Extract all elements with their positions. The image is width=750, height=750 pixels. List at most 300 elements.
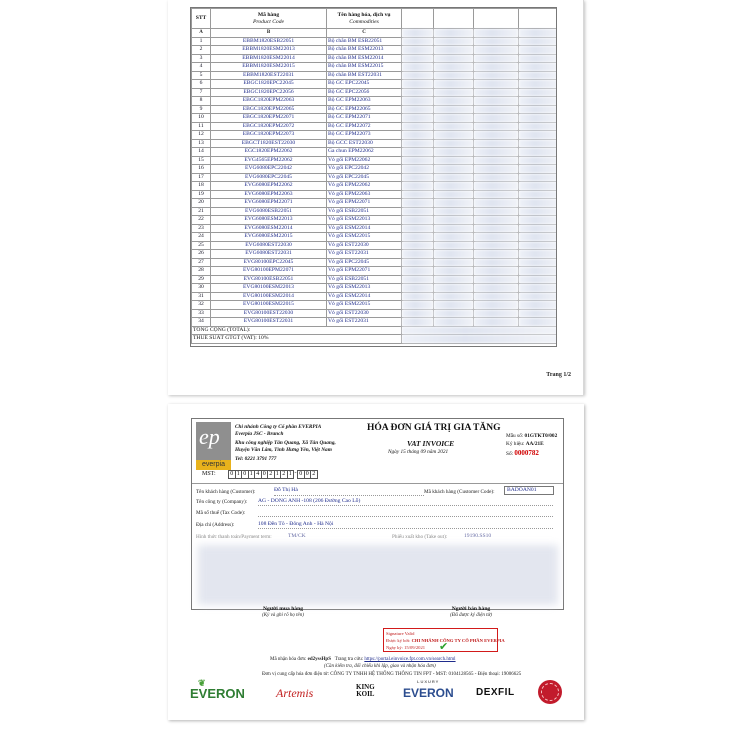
blurred-cell [474, 148, 519, 157]
row-name: Ga chun EPM22062 [327, 148, 402, 157]
blurred-cell [434, 29, 474, 38]
blurred-cell [519, 46, 558, 55]
row-name: Bộ GC EPM22072 [327, 122, 402, 131]
blurred-header [519, 9, 558, 29]
artemis-logo: Artemis [276, 686, 314, 700]
blurred-cell [474, 267, 519, 276]
blurred-cell [402, 80, 434, 89]
row-code: EVG6080EPC22045 [211, 173, 327, 182]
blurred-cell [519, 258, 558, 267]
blurred-cell [402, 63, 434, 72]
mst-digit: 1 [274, 470, 282, 479]
stt-header: STT [192, 9, 211, 29]
logo-mark: ep [199, 424, 220, 449]
mst-digit: 1 [235, 470, 243, 479]
invoice-page-1 [168, 0, 584, 395]
row-name: Vỏ gối ESB22051 [327, 275, 402, 284]
blurred-cell [402, 284, 434, 293]
blurred-cell [434, 318, 474, 327]
blurred-cell [402, 309, 434, 318]
blurred-cell [519, 182, 558, 191]
blurred-cell [519, 122, 558, 131]
mst-digit: 0 [241, 470, 249, 479]
row-stt: 17 [192, 173, 211, 182]
blurred-cell [402, 148, 434, 157]
row-code: EVG80100EST22030 [211, 309, 327, 318]
blurred-header [474, 9, 519, 29]
row-code: EBGC1820EPC22045 [211, 80, 327, 89]
blurred-cell [434, 105, 474, 114]
blurred-cell [519, 275, 558, 284]
seal-ring [541, 683, 559, 701]
row-code: EVG6080EPM22071 [211, 199, 327, 208]
row-stt: 11 [192, 122, 211, 131]
customer-label: Tên khách hàng (Customer): [196, 489, 256, 495]
blurred-cell [402, 207, 434, 216]
customer-code-label: Mã khách hàng (Customer Code): [424, 489, 495, 495]
blurred-cell [519, 156, 558, 165]
row-code: EVG80100ESB22051 [211, 275, 327, 284]
seal-logo [538, 680, 562, 704]
blurred-cell [474, 182, 519, 191]
name-header-vn: Tên hàng hóa, dịch vụ [337, 12, 391, 18]
row-code: EVG80100EST22031 [211, 318, 327, 327]
seller-phone: Tel: 0221 3791 777 [235, 456, 277, 462]
table-row [192, 224, 558, 233]
number-label: Số: [506, 451, 515, 457]
row-name: Vỏ gối EPM22062 [327, 182, 402, 191]
code-header-vn: Mã hàng [257, 12, 280, 18]
blurred-cell [519, 207, 558, 216]
blurred-cell [434, 182, 474, 191]
row-code: EBGC1820EPM22071 [211, 114, 327, 123]
row-name: Vỏ gối EST22031 [327, 250, 402, 259]
blurred-cell [434, 148, 474, 157]
blurred-cell [402, 233, 434, 242]
everpia-logo [196, 422, 231, 460]
vat-row [192, 335, 558, 344]
table-row [192, 97, 558, 106]
mst-digit: 2 [310, 470, 318, 479]
blurred-cell [519, 29, 558, 38]
blurred-cell [474, 233, 519, 242]
mst-boxes [228, 470, 317, 479]
buyer-sign-sub: (Ký và ghi rõ họ tên) [262, 613, 304, 618]
blurred-cell [519, 216, 558, 225]
blurred-cell [402, 267, 434, 276]
table-row [192, 182, 558, 191]
dotted-line [258, 528, 553, 529]
blurred-cell [434, 267, 474, 276]
blurred-cell [519, 190, 558, 199]
blurred-cell [474, 97, 519, 106]
blurred-cell [402, 318, 434, 327]
table-row [192, 71, 558, 80]
blurred-cell [519, 250, 558, 259]
table-row [192, 275, 558, 284]
table-row [192, 114, 558, 123]
product-rows [192, 37, 558, 326]
row-code: EBGC1820EPM22073 [211, 131, 327, 140]
symbol-value: AA/21E [525, 441, 544, 447]
row-name: Bộ chăn BM EST22031 [327, 71, 402, 80]
blurred-cell [434, 199, 474, 208]
lookup-note: (Cần kiểm tra, đối chiếu khi lập, giao và nhận hóa đơn) [324, 664, 436, 669]
blurred-cell [434, 97, 474, 106]
takeout-value: 19190.SS10 [464, 533, 492, 539]
row-name: Vỏ gối EST22030 [327, 241, 402, 250]
table-row [192, 105, 558, 114]
blurred-cell [519, 318, 558, 327]
total-label: TỔNG CỘNG (TOTAL): [192, 326, 402, 335]
row-name: Vỏ gối ESM22014 [327, 292, 402, 301]
row-name: Bộ GC EPC22056 [327, 88, 402, 97]
blurred-cell [519, 105, 558, 114]
blurred-cell [434, 309, 474, 318]
takeout-label: Phiếu xuất kho (Take out): [392, 534, 448, 540]
lookup-code-label: Mã nhận hóa đơn: [270, 657, 308, 662]
row-name: Bộ GCC EST22030 [327, 139, 402, 148]
blurred-cell [519, 71, 558, 80]
row-stt: 2 [192, 46, 211, 55]
blurred-cell [519, 97, 558, 106]
blurred-cell [434, 131, 474, 140]
blurred-cell [434, 207, 474, 216]
table-row [192, 139, 558, 148]
invoice-page-2 [168, 404, 584, 720]
number-value: 0000782 [514, 449, 539, 457]
blurred-cell [402, 258, 434, 267]
provider-line: Đơn vị cung cấp hóa đơn điện tử: CÔNG TY TNHH HỆ THỐNG THÔNG TIN FPT - MST: 0104128565 - Điện thoại: 19006625 [262, 672, 522, 677]
blurred-cell [474, 37, 519, 46]
symbol [506, 441, 544, 447]
blurred-cell [434, 63, 474, 72]
blurred-cell [519, 224, 558, 233]
blurred-cell [474, 224, 519, 233]
blurred-cell [402, 46, 434, 55]
blurred-cell [474, 216, 519, 225]
total-row [192, 326, 558, 335]
digital-signature [383, 628, 505, 653]
blurred-cell [434, 71, 474, 80]
table-row [192, 46, 558, 55]
dotted-line [258, 516, 553, 517]
blurred-cell [402, 241, 434, 250]
blurred-cell [474, 54, 519, 63]
invoice-title: HÓA ĐƠN GIÁ TRỊ GIA TĂNG [367, 423, 501, 433]
row-stt: 31 [192, 292, 211, 301]
row-code: EBBM1820ESB22051 [211, 37, 327, 46]
blurred-cell [434, 122, 474, 131]
row-stt: 22 [192, 216, 211, 225]
blurred-cell [474, 139, 519, 148]
blurred-cell [474, 122, 519, 131]
blurred-cell [434, 224, 474, 233]
row-stt: 33 [192, 309, 211, 318]
row-stt: 1 [192, 37, 211, 46]
row-code: EVG6080ESM22014 [211, 224, 327, 233]
tax-code-label: Mã số thuế (Tax Code): [196, 510, 246, 516]
row-code: EVG4565EPM22062 [211, 156, 327, 165]
row-name: Vỏ gối EPM22071 [327, 199, 402, 208]
table-row [192, 156, 558, 165]
blurred-cell [519, 309, 558, 318]
check-icon: ✔ [439, 641, 449, 653]
table-row [192, 88, 558, 97]
table-row [192, 233, 558, 242]
blurred-cell [519, 37, 558, 46]
row-name: Bộ GC EPM22071 [327, 114, 402, 123]
row-stt: 5 [192, 71, 211, 80]
dexfil-logo: DEXFIL [476, 687, 515, 698]
row-name: Bộ chăn BM ESB22051 [327, 37, 402, 46]
table-row [192, 173, 558, 182]
seller-name-en: Everpia JSC - Branch [235, 431, 284, 437]
blurred-cell [474, 250, 519, 259]
row-name: Bộ chăn BM ESM22014 [327, 54, 402, 63]
blurred-cell [402, 224, 434, 233]
mst-digit: 2 [280, 470, 288, 479]
mst-digit: - [294, 470, 297, 476]
blurred-cell [402, 173, 434, 182]
blurred-cell [474, 173, 519, 182]
blurred-cell [474, 275, 519, 284]
page-number: Trang 1/2 [546, 372, 571, 378]
row-stt: 9 [192, 105, 211, 114]
row-stt: 25 [192, 241, 211, 250]
blurred-cell [402, 165, 434, 174]
table-row [192, 80, 558, 89]
luxury-text: LUXURY [417, 679, 440, 684]
blurred-cell [434, 139, 474, 148]
row-stt: 34 [192, 318, 211, 327]
mst-digit: 0 [261, 470, 269, 479]
table-row [192, 54, 558, 63]
blurred-cell [434, 190, 474, 199]
blurred-cell [434, 284, 474, 293]
form-number [506, 433, 557, 439]
table-row [192, 216, 558, 225]
blurred-cell [519, 80, 558, 89]
blurred-cell [434, 54, 474, 63]
blurred-cell [519, 88, 558, 97]
row-name: Bộ chăn BM ESM22013 [327, 46, 402, 55]
table-row [192, 309, 558, 318]
product-table [190, 7, 557, 347]
row-name: Bộ GC EPC22045 [327, 80, 402, 89]
blurred-cell [402, 292, 434, 301]
leaf-icon: ❦ [198, 678, 206, 688]
blurred-cell [434, 250, 474, 259]
king-text: KING [356, 683, 375, 691]
table-row [192, 37, 558, 46]
blurred-cell [434, 275, 474, 284]
row-stt: 21 [192, 207, 211, 216]
table-row [192, 301, 558, 310]
table-row [192, 318, 558, 327]
blurred-cell [434, 88, 474, 97]
row-name: Bộ GC EPM22073 [327, 131, 402, 140]
row-code: EBGC1820EPC22056 [211, 88, 327, 97]
row-stt: 19 [192, 190, 211, 199]
row-stt: 24 [192, 233, 211, 242]
mst-digit: 1 [248, 470, 256, 479]
blurred-cell [474, 207, 519, 216]
blurred-item-table [198, 545, 558, 605]
table-row [192, 165, 558, 174]
table-row [192, 122, 558, 131]
seller-sign-label: Người bán hàng [451, 606, 491, 612]
blurred-cell [474, 292, 519, 301]
table-row [192, 207, 558, 216]
seller-address-2: Huyện Văn Lâm, Tỉnh Hưng Yên, Việt Nam [235, 447, 332, 453]
col-letter-a: A [192, 29, 211, 38]
blurred-cell [519, 131, 558, 140]
row-stt: 23 [192, 224, 211, 233]
row-stt: 18 [192, 182, 211, 191]
code-header [211, 9, 327, 29]
form-label: Mẫu số: [506, 433, 525, 439]
signed-by-value: CHI NHÁNH CÔNG TY CỔ PHẦN EVERPIA [411, 638, 505, 643]
row-code: EVG6080EST22031 [211, 250, 327, 259]
table-row [192, 292, 558, 301]
row-stt: 3 [192, 54, 211, 63]
row-code: EVG6080ESM22015 [211, 233, 327, 242]
row-code: EVG80100ESM22015 [211, 301, 327, 310]
everon-luxury-logo [403, 679, 454, 700]
blurred-cell [434, 80, 474, 89]
row-code: EBBM1820ESM22014 [211, 54, 327, 63]
blurred-cell [402, 335, 558, 344]
invoice-title-en: VAT INVOICE [407, 439, 455, 448]
col-letter-b: B [211, 29, 327, 38]
brand-strip [188, 676, 568, 706]
buyer-sign-label: Người mua hàng [262, 606, 304, 612]
row-name: Bộ chăn BM ESM22015 [327, 63, 402, 72]
lookup-line [270, 657, 456, 662]
mst-digit: 1 [287, 470, 295, 479]
blurred-cell [474, 29, 519, 38]
blurred-cell [402, 114, 434, 123]
blurred-cell [402, 37, 434, 46]
row-name: Vỏ gối ESM22013 [327, 216, 402, 225]
row-name: Vỏ gối EPC22042 [327, 165, 402, 174]
row-name: Bộ GC EPM22063 [327, 97, 402, 106]
blurred-cell [434, 241, 474, 250]
blurred-cell [474, 199, 519, 208]
blurred-cell [474, 241, 519, 250]
table-row [192, 250, 558, 259]
row-name: Vỏ gối EST22031 [327, 318, 402, 327]
row-stt: 10 [192, 114, 211, 123]
blurred-cell [519, 199, 558, 208]
row-code: EBGC1820EPM22072 [211, 122, 327, 131]
blurred-cell [402, 199, 434, 208]
mst-digit: 0 [304, 470, 312, 479]
seller-address-1: Khu công nghiệp Tân Quang, Xã Tân Quang, [235, 440, 336, 446]
king-koil-logo [356, 684, 375, 698]
row-stt: 12 [192, 131, 211, 140]
row-code: EVG80100EPM22071 [211, 267, 327, 276]
blurred-cell [434, 301, 474, 310]
company-value: AG - DONG ANH -108 (206 Đường Cao Lỗ) [258, 498, 361, 504]
blurred-cell [474, 80, 519, 89]
blurred-cell [402, 139, 434, 148]
mst-digit: 0 [228, 470, 236, 479]
blurred-cell [519, 173, 558, 182]
payment-value: TM/CK [288, 533, 306, 539]
row-stt: 6 [192, 80, 211, 89]
blurred-cell [402, 131, 434, 140]
table-row [192, 284, 558, 293]
row-code: EBGCT1820EST22030 [211, 139, 327, 148]
row-stt: 32 [192, 301, 211, 310]
blurred-cell [519, 139, 558, 148]
row-stt: 4 [192, 63, 211, 72]
invoice-frame [191, 418, 564, 610]
blurred-cell [402, 156, 434, 165]
blurred-cell [519, 267, 558, 276]
column-letter-row [192, 29, 558, 38]
blurred-cell [474, 301, 519, 310]
mst-digit: 4 [254, 470, 262, 479]
row-name: Vỏ gối ESM22015 [327, 301, 402, 310]
row-name: Vỏ gối EPM22063 [327, 190, 402, 199]
blurred-cell [474, 165, 519, 174]
blurred-cell [402, 105, 434, 114]
name-header-en: Commodities [349, 18, 379, 25]
koil-text: KOIL [356, 690, 375, 698]
mst-digit: 0 [297, 470, 305, 479]
blurred-cell [474, 318, 519, 327]
blurred-cell [434, 165, 474, 174]
vat-label: THUẾ SUẤT GTGT (VAT): 10% [192, 335, 402, 344]
lookup-code: ed2yssHpS [307, 657, 331, 662]
row-stt: 28 [192, 267, 211, 276]
row-stt: 26 [192, 250, 211, 259]
table-row [192, 241, 558, 250]
blurred-cell [434, 216, 474, 225]
blurred-cell [519, 241, 558, 250]
customer-code-value: BADOAN01 [504, 486, 554, 495]
blurred-cell [402, 54, 434, 63]
row-name: Vỏ gối EPM22062 [327, 156, 402, 165]
name-header [327, 9, 402, 29]
blurred-header [434, 9, 474, 29]
blurred-cell [402, 190, 434, 199]
blurred-cell [402, 97, 434, 106]
blurred-cell [434, 258, 474, 267]
table-row [192, 267, 558, 276]
blurred-cell [474, 71, 519, 80]
lookup-site-link[interactable]: https://portal.einvoice.fpt.com.vn/search.html [364, 657, 456, 662]
blurred-cell [474, 46, 519, 55]
table-row [192, 199, 558, 208]
blurred-cell [434, 114, 474, 123]
row-stt: 30 [192, 284, 211, 293]
table-header-row [192, 9, 558, 29]
lookup-site-label: Trang tra cứu: [334, 657, 365, 662]
row-code: EVG6080EPM22063 [211, 190, 327, 199]
row-code: EVG80100EPC22045 [211, 258, 327, 267]
blurred-cell [474, 114, 519, 123]
address-label: Địa chỉ (Address): [196, 522, 235, 528]
form-value: 01GTKT0/002 [524, 433, 558, 439]
blurred-cell [474, 88, 519, 97]
blurred-cell [519, 284, 558, 293]
row-stt: 20 [192, 199, 211, 208]
blurred-cell [434, 156, 474, 165]
